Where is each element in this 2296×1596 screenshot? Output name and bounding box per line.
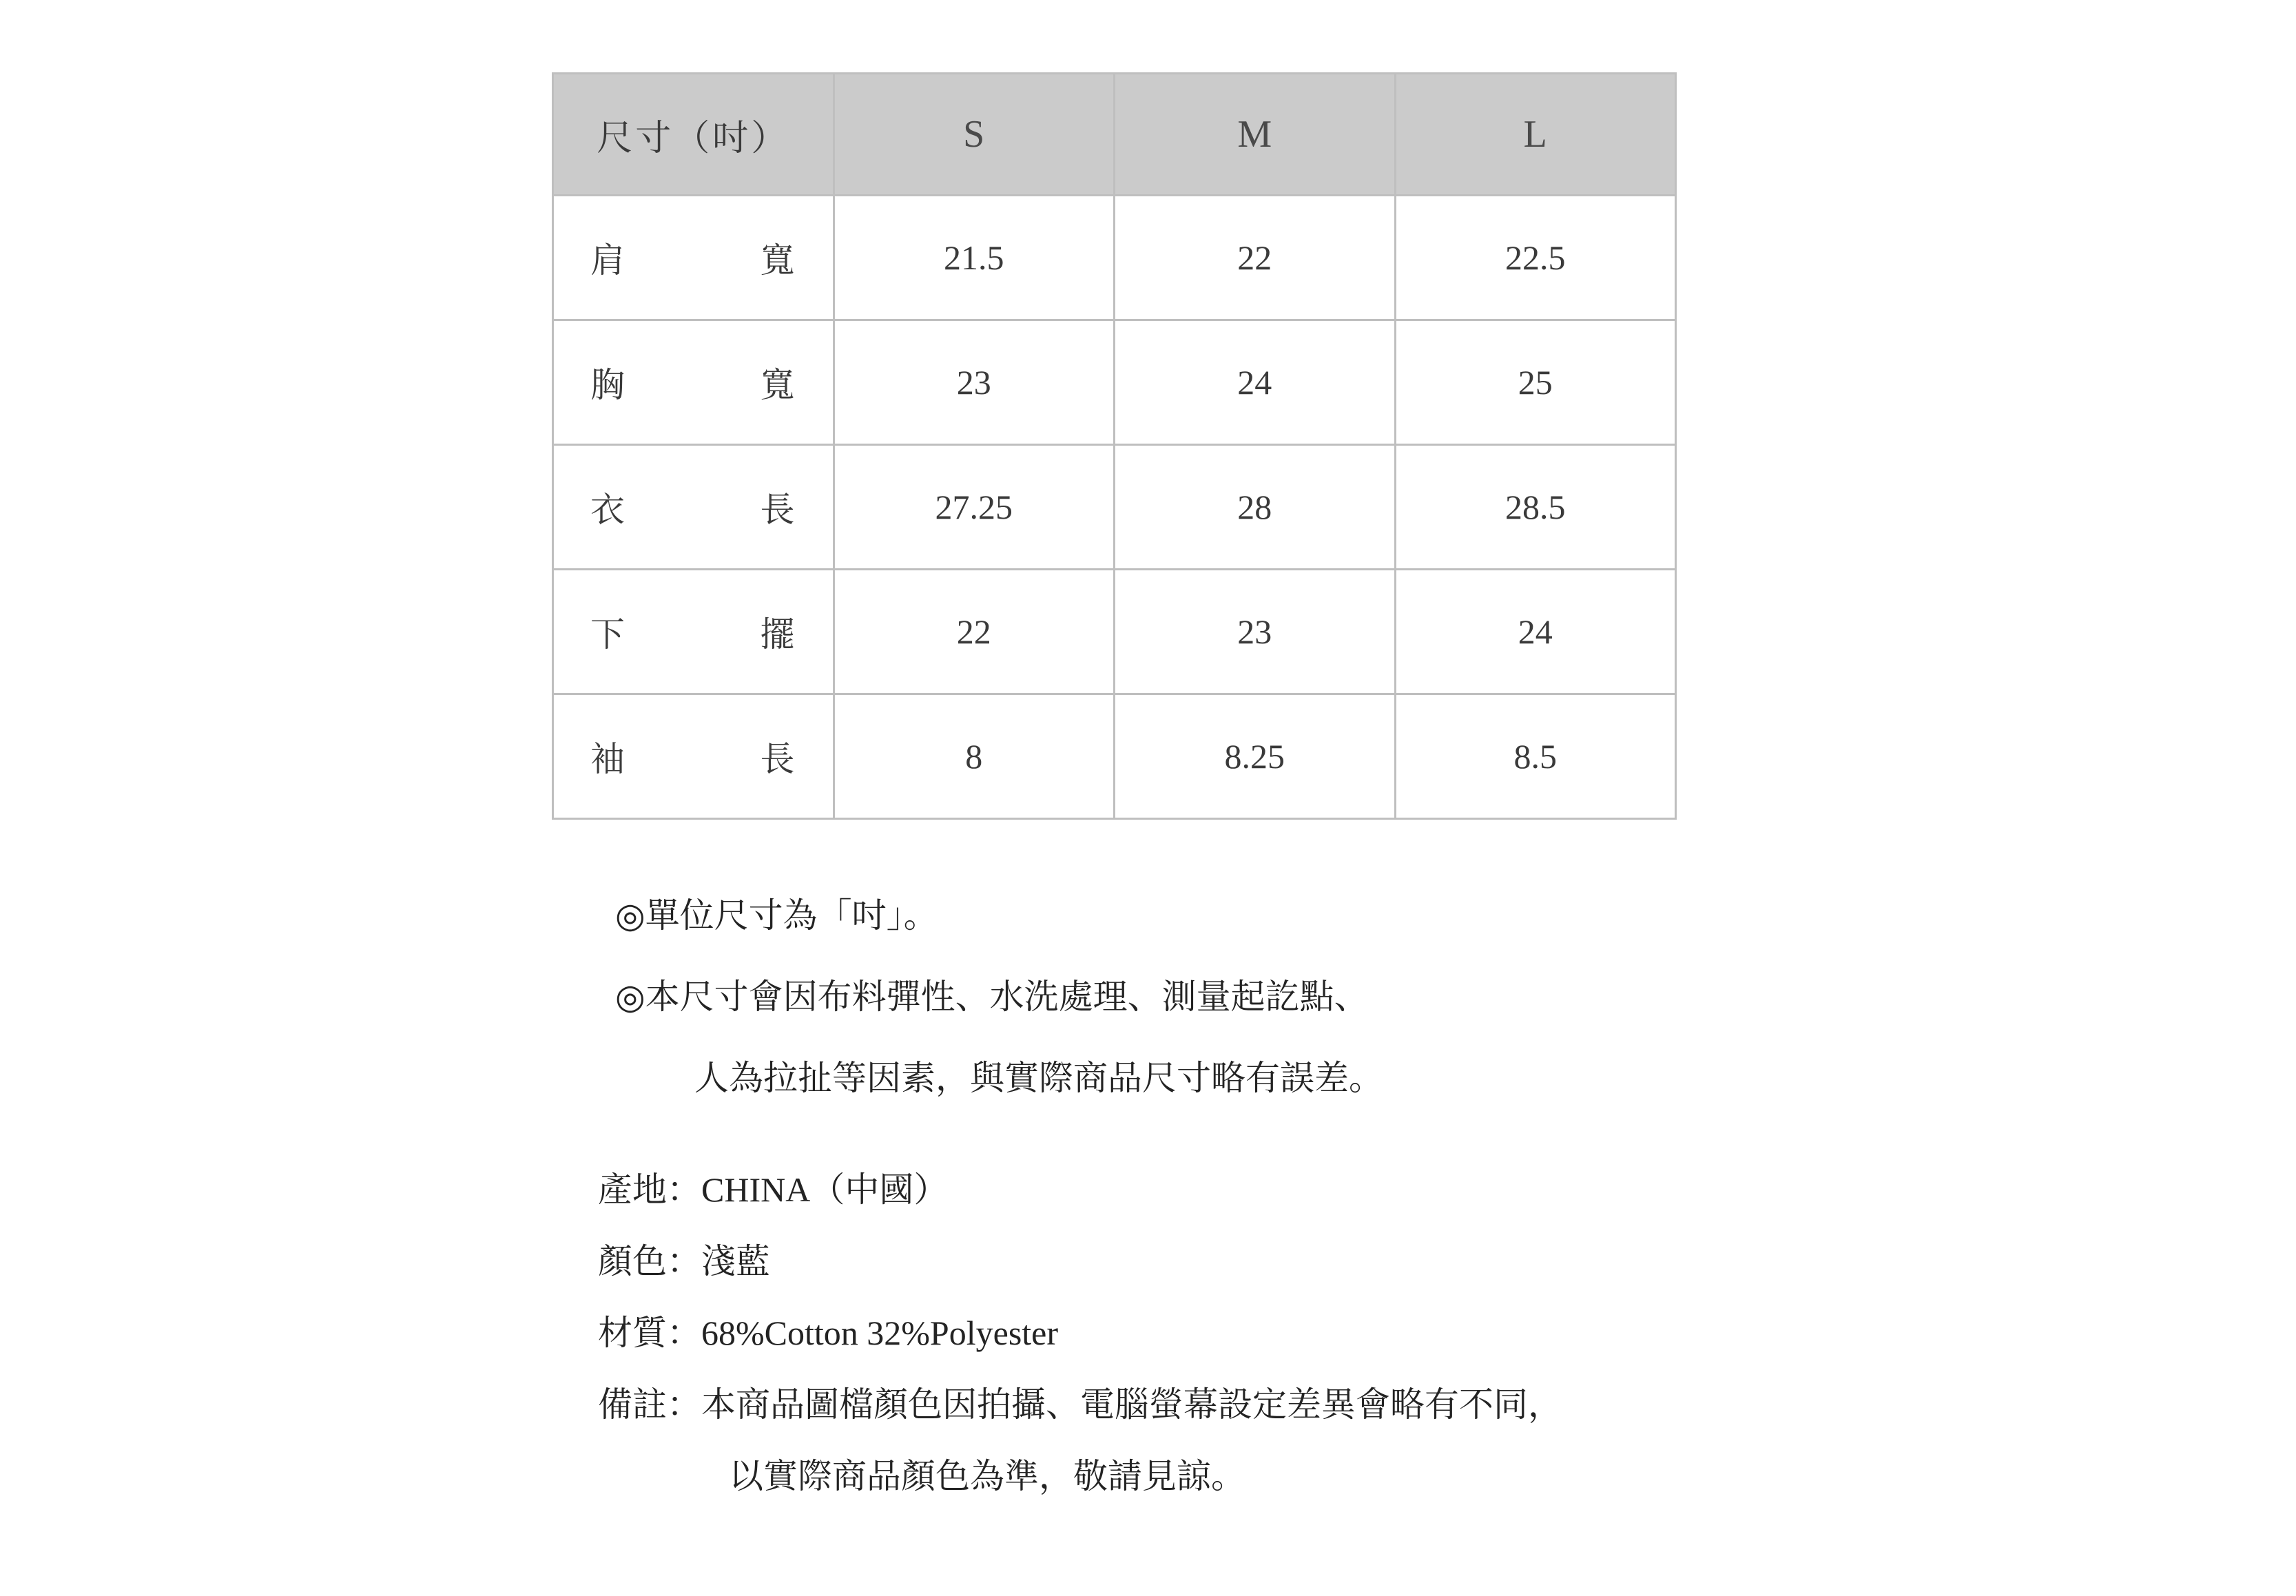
cell-shoulder-m: 22 [1115,196,1396,320]
cell-length-s: 27.25 [834,445,1115,570]
row-label-char-a: 衣 [590,490,626,529]
row-label-char-b: 擺 [760,615,796,654]
row-label-char-a: 袖 [590,740,626,778]
row-label-char-b: 長 [760,740,796,778]
cell-sleeve-m: 8.25 [1115,694,1396,819]
row-label-char-a: 下 [590,615,626,654]
table-row [553,570,1676,694]
cell-chest-s: 23 [834,320,1115,445]
table-row [553,445,1676,570]
row-label-char-a: 胸 [590,366,626,404]
note-variance-line2: 人為拉扯等因素，與實際商品尺寸略有誤差。 [694,1059,1383,1097]
cell-length-m: 28 [1115,445,1396,570]
product-material: 材質：68%Cotton 32%Polyester [598,1314,1059,1352]
row-label-char-b: 長 [760,490,796,529]
cell-shoulder-s: 21.5 [834,196,1115,320]
cell-length-l: 28.5 [1395,445,1676,570]
row-label-chest [553,320,834,445]
cell-sleeve-l: 8.5 [1395,694,1676,819]
table-header-row [553,74,1676,196]
column-header-m: M [1115,74,1396,196]
size-chart-body [553,196,1676,819]
cell-chest-l: 25 [1395,320,1676,445]
column-header-s: S [834,74,1115,196]
row-label-length [553,445,834,570]
row-label-shoulder [553,196,834,320]
row-label-sleeve [553,694,834,819]
size-chart-container [552,72,1675,820]
note-variance-line1: ◎本尺寸會因布料彈性、水洗處理、測量起訖點、 [615,977,1369,1016]
row-label-char-b: 寬 [760,241,796,280]
table-row [553,320,1676,445]
cell-chest-m: 24 [1115,320,1396,445]
note-unit: ◎單位尺寸為「吋」。 [615,896,938,935]
cell-shoulder-l: 22.5 [1395,196,1676,320]
cell-hem-m: 23 [1115,570,1396,694]
cell-sleeve-s: 8 [834,694,1115,819]
size-chart-header [553,74,1676,196]
size-chart-table [552,72,1677,820]
product-color: 顏色：淺藍 [598,1242,770,1281]
product-info-block [0,1154,2296,1512]
column-header-measurement: 尺寸（吋） [553,74,834,196]
cell-hem-s: 22 [834,570,1115,694]
product-remark-line2: 以實際商品顏色為準，敬請見諒。 [729,1457,1245,1495]
row-label-hem [553,570,834,694]
table-row [553,694,1676,819]
product-origin: 產地：CHINA（中國） [598,1170,949,1209]
column-header-l: L [1395,74,1676,196]
measurement-notes [0,875,2296,1119]
product-remark-line1: 備註：本商品圖檔顏色因拍攝、電腦螢幕設定差異會略有不同， [598,1385,1562,1424]
row-label-char-a: 肩 [590,241,626,280]
table-row [553,196,1676,320]
row-label-char-b: 寬 [760,366,796,404]
cell-hem-l: 24 [1395,570,1676,694]
